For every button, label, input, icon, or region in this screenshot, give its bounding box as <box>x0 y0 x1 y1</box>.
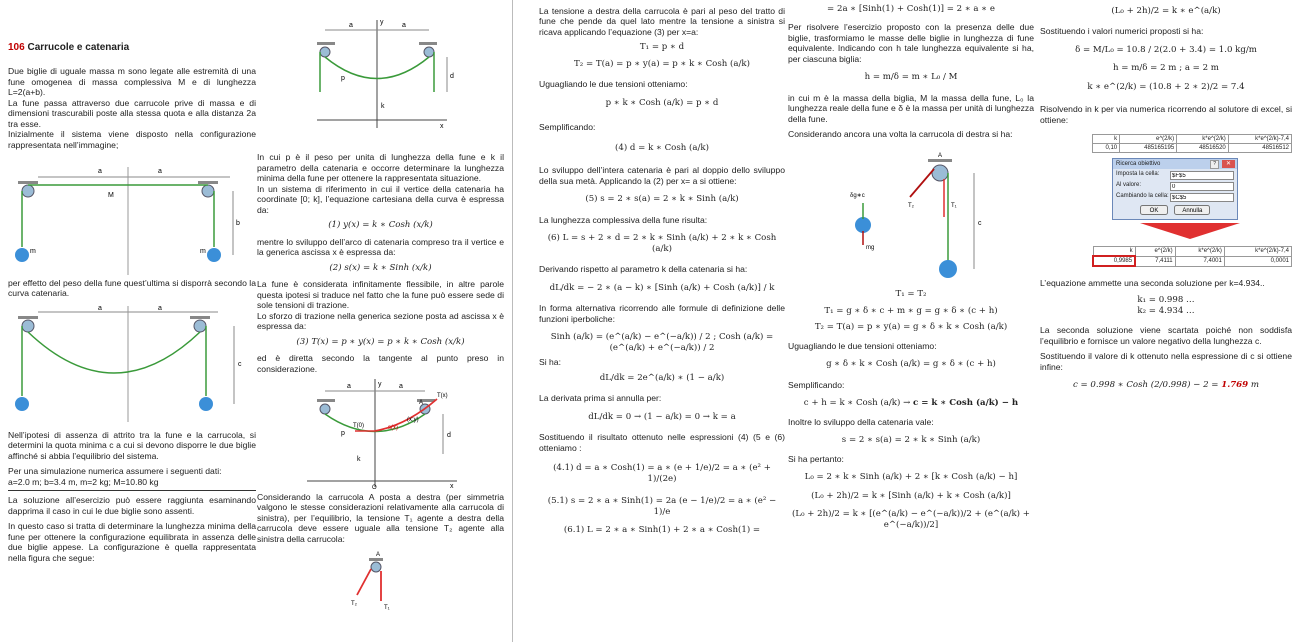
fig1-label-a2: a <box>158 168 162 176</box>
goal-seek-body <box>1113 169 1237 217</box>
fig4-label-d: d <box>447 432 451 440</box>
page-title <box>8 42 256 54</box>
solution-text-2: In questo caso si tratta di determinare la lunghezza minima della fune per ottenere la configurazione equilibrata in assenza delle due biglie appese. La configurazione è quella rappresentata nella figura che segue: <box>8 521 256 563</box>
catenary-development-text: Inoltre lo sviluppo della catenaria vale: <box>788 416 934 427</box>
zero-derivative-text: La derivata prima si annulla per: <box>539 393 662 404</box>
fig4-label-p: p <box>341 430 345 438</box>
eq-5-1: (5.1) s = 2 ∗ a ∗ Sinh(1) = 2a (e − 1/e)/2 = a ∗ (e² − 1)/e <box>547 496 777 517</box>
fig4-label-a2: a <box>399 383 403 391</box>
goal-seek-row-1 <box>1116 171 1234 180</box>
eq-4-1: (4.1) d = a ∗ Cosh(1) = a ∗ (e + 1/e)/2 = a ∗ (e² + 1)/(2e) <box>553 463 771 484</box>
page-separator <box>512 0 513 642</box>
excel-table-result <box>1092 246 1292 267</box>
to-value-label: Al valore: <box>1116 182 1142 189</box>
alternative-text: In forma alternativa ricorrendo alle formule di definizione delle funzioni iperboliche: <box>539 303 785 324</box>
excel-area <box>1040 130 1292 270</box>
eq-6-1-cont: = 2a ∗ [Sinh(1) + Cosh(1)] = 2 ∗ a ∗ e <box>827 4 995 14</box>
excel-cell-diff[interactable]: 48516512 <box>1228 144 1291 153</box>
arc-text: mentre lo sviluppo dell’arco di catenaria compreso tra il vertice e la generica ascissa x è espressa da: <box>257 236 504 258</box>
fig4-label-A: A <box>419 400 424 407</box>
figure-right-pulley <box>788 145 1034 283</box>
eq-L0: L₀ = 2 ∗ k ∗ Sinh (a/k) + 2 ∗ [k ∗ Cosh (a/k) − h] <box>804 472 1018 483</box>
fig4-label-O: O <box>372 485 377 490</box>
eq-k-solutions <box>1040 295 1292 317</box>
help-icon[interactable]: ? <box>1210 160 1219 169</box>
fig6-label-A: A <box>938 152 943 159</box>
fig2-label-a1: a <box>98 304 102 312</box>
column-4 <box>788 4 1034 536</box>
final-eq-body: c = 0.998 ∗ Cosh (2/0.998) − 2 = <box>1072 380 1222 391</box>
problem-title: Carrucole e catenaria <box>27 42 130 53</box>
eq-delta: δ = M/L₀ = 10.8 / 2(2.0 + 3.4) = 1.0 kg/m <box>1075 44 1257 55</box>
final-equation <box>1040 380 1292 390</box>
eq-c <box>788 398 1034 408</box>
equation-2: (2) s(x) = k ∗ Sinh (x/k) <box>329 262 432 273</box>
discard-text: La seconda soluzione viene scartata poiché non soddisfa l’equilibrio e fornisce un valore negativo della lunghezza c. <box>1040 325 1292 346</box>
intro-text-2: La fune passa attraverso due carrucole prive di massa e di dimensioni trascurabili poste alla stessa quota e alla distanza 2a tra esse. <box>8 97 256 129</box>
problem-number: 106 <box>8 42 25 53</box>
eq-T1-T2: T₁ = T₂ <box>895 289 927 300</box>
goal-seek-row-2 <box>1116 182 1234 191</box>
catenary-param-text: In cui p è il peso per unita di lunghezza della fune e k il parametro della catenaria e occorre determinare la lunghezza minima della fune per ottenere la rappresentata situazione. <box>257 152 504 184</box>
eq-T2: T₂ = T(a) = p ∗ y(a) = p ∗ k ∗ Cosh (a/k) <box>574 58 750 69</box>
eq-k1: k₁ = 0.998 … <box>1137 294 1195 305</box>
fig3-label-y: y <box>380 19 384 26</box>
excel-head-3: k*e^(2/k) <box>1177 135 1229 144</box>
fig6-label-mg: mg <box>866 244 875 251</box>
changing-cell-label: Cambiando la cella: <box>1116 193 1169 200</box>
fig1-label-b: b <box>236 220 240 228</box>
excel-table-initial <box>1092 134 1292 153</box>
column-1 <box>8 0 256 568</box>
figure-catenary-axes <box>257 0 504 150</box>
eq-k-equation: k ∗ e^(2/k) = (10.8 + 2 ∗ 2)/2 = 7.4 <box>1087 81 1245 92</box>
fig6-label-dgc: δg∗c <box>850 192 865 199</box>
close-icon[interactable]: ✕ <box>1222 160 1235 168</box>
set-cell-label: Imposta la cella: <box>1116 171 1160 178</box>
excel-head-2: e^(2/k) <box>1120 135 1177 144</box>
eq-T1-expanded: T₁ = g ∗ δ ∗ c + m ∗ g = g ∗ δ ∗ (c + h) <box>824 305 998 316</box>
derive-text: Derivando rispetto al parametro k della catenaria si ha: <box>539 264 748 275</box>
intro-text-3: Inizialmente il sistema viene disposto nella configurazione rappresentata nell’immagine; <box>8 129 256 150</box>
excel-cell-kexp[interactable]: 48516520 <box>1177 144 1229 153</box>
eq-derivative: dL/dk = − 2 ∗ (a − k) ∗ [Sinh (a/k) + Cosh (a/k)] / k <box>549 282 775 293</box>
tangent-text: ed è diretta secondo la tangente al punto preso in considerazione. <box>257 353 504 374</box>
fig1-label-m2: m <box>200 248 206 256</box>
eq-L0-half: (L₀ + 2h)/2 = k ∗ [Sinh (a/k) + k ∗ Cosh (a/k)] <box>811 490 1011 501</box>
eq-6-1: (6.1) L = 2 ∗ a ∗ Sinh(1) + 2 ∗ a ∗ Cosh(1) = <box>563 525 761 536</box>
changing-cell-input[interactable] <box>1170 193 1234 202</box>
equivalent-length-text: Per risolvere l’esercizio proposto con la presenza delle due biglie, trasformiamo le masse delle biglie in lunghezza di fune equivalente. Indicando con h tale lunghezza equivalente si ha, per ciascuna biglia: <box>788 22 1034 64</box>
final-unit: m <box>1248 380 1260 391</box>
section-divider <box>8 490 256 491</box>
eq-L0-result: (L₀ + 2h)/2 = k ∗ e^(a/k) <box>1111 6 1221 16</box>
fig1-label-a1: a <box>98 168 102 176</box>
fig3-label-d: d <box>450 73 454 80</box>
equate-text: Uguagliando le due tensioni otteniamo: <box>539 79 688 90</box>
eq-s: s = 2 ∗ s(a) = 2 ∗ k ∗ Sinh (a/k) <box>841 435 981 446</box>
cancel-button[interactable]: Annulla <box>1174 205 1210 215</box>
fig4-label-Tx: T(x) <box>437 393 448 400</box>
fig6-label-c: c <box>978 219 982 227</box>
eq-T1: T₁ = p ∗ d <box>639 42 685 53</box>
final-substitution-text: Sostituendo il valore di k ottenuto nella espressione di c si ottiene infine: <box>1040 351 1292 372</box>
eq-c-result: c = k ∗ Cosh (a/k) − h <box>913 398 1019 409</box>
eq-4: (4) d = k ∗ Cosh (a/k) <box>615 142 709 153</box>
excel2-head-2: e^(2/k) <box>1135 247 1175 257</box>
set-cell-input[interactable] <box>1170 171 1234 180</box>
fig4-label-T0: T(0) <box>353 423 364 430</box>
eq-k-equals-a: dL/dk = 0 → (1 − a/k) = 0 → k = a <box>588 411 736 422</box>
excel2-cell-diff[interactable]: 0,0001 <box>1224 256 1291 266</box>
fig5-label-T1: T₁ <box>384 605 390 612</box>
excel2-cell-exp[interactable]: 7,4111 <box>1135 256 1175 266</box>
fig4-label-x: x <box>450 483 454 490</box>
goal-seek-buttons <box>1116 205 1234 215</box>
down-arrow-icon <box>1140 223 1240 239</box>
fig4-label-xy: (x;y) <box>407 417 419 424</box>
figure-pulley-forces <box>257 549 504 611</box>
excel-head-1: k <box>1093 135 1120 144</box>
numeric-values-text: Sostituendo i valori numerici proposti si ha: <box>1040 26 1204 37</box>
fig2-label-c: c <box>238 360 242 368</box>
eq-T2-expanded: T₂ = T(a) = p ∗ y(a) = g ∗ δ ∗ k ∗ Cosh (a/k) <box>814 322 1008 333</box>
excel2-head-3: k*e^(2/k) <box>1175 247 1224 257</box>
eq-equated-2: g ∗ δ ∗ k ∗ Cosh (a/k) = g ∗ δ ∗ (c + h) <box>826 359 996 370</box>
to-value-input[interactable] <box>1170 182 1234 191</box>
equation-1: (1) y(x) = k ∗ Cosh (x/k) <box>328 220 433 231</box>
fig5-label-T2: T₂ <box>351 601 357 608</box>
eq-h-value: h = m/δ = 2 m ; a = 2 m <box>1113 63 1219 74</box>
goal-seek-title: Ricerca obiettivo <box>1116 161 1161 168</box>
fig3-label-a2: a <box>402 22 406 29</box>
mass-definition-text: in cui m è la massa della biglia, M la massa della fune, L₀ la lunghezza reale della fune e δ è la massa per unità di lunghezza della fune. <box>788 92 1034 124</box>
figure-initial-config <box>8 155 256 275</box>
fig4-label-k: k <box>357 456 361 464</box>
second-solution-text: L’equazione ammette una seconda soluzione per k=4.934.. <box>1040 278 1265 289</box>
fig3-label-x: x <box>440 123 444 130</box>
excel2-cell-k[interactable]: 0,9985 <box>1093 256 1135 266</box>
pulley-equilibrium-text: Considerando la carrucola A posta a destra (per simmetria valgono le stesse considerazioni relativamente alla carrucola di sinistra), per l’equilibrio, la tensione T₁ agente a destra della carrucola deve essere uguale alla tensione T₂ agente alla sinistra della carrucola: <box>257 491 504 544</box>
fig6-label-T2: T₂ <box>908 202 914 209</box>
column-2 <box>257 0 504 614</box>
eq-hyperbolic: Sinh (a/k) = (e^(a/k) − e^(−a/k)) / 2 ; Cosh (a/k) = (e^(a/k) + e^(−a/k)) / 2 <box>550 332 774 353</box>
simplify-text: Semplificando: <box>539 122 596 133</box>
total-length-text: La lunghezza complessiva della fune risulta: <box>539 214 708 225</box>
fig1-label-m1: m <box>30 248 36 256</box>
eq-equated: p ∗ k ∗ Cosh (a/k) = p ∗ d <box>605 97 719 108</box>
excel-head-4: k*e^(2/k)-7,4 <box>1228 135 1291 144</box>
substitute-text: Sostituendo il risultato ottenuto nelle espressioni (4) (5 e (6) otteniamo : <box>539 432 785 453</box>
excel2-head-1: k <box>1093 247 1135 257</box>
equate-text-2: Uguagliando le due tensioni otteniamo: <box>788 340 937 351</box>
figure-catenary-detail <box>257 379 504 489</box>
simplify-text-2: Semplificando: <box>788 379 845 390</box>
ok-button[interactable]: OK <box>1140 205 1169 215</box>
goal-seek-row-3 <box>1116 193 1234 202</box>
simulation-data: a=2.0 m; b=3.4 m, m=2 kg; M=10.80 kg <box>8 476 159 487</box>
eq-6: (6) L = s + 2 ∗ d = 2 ∗ k ∗ Sinh (a/k) + 2 ∗ k ∗ Cosh (a/k) <box>547 233 777 254</box>
final-value: 1.769 <box>1221 380 1249 391</box>
column-5 <box>1040 6 1292 397</box>
figure-catenary-config <box>8 304 256 422</box>
goal-seek-titlebar <box>1113 159 1237 169</box>
fig4-label-a1: a <box>347 383 351 391</box>
fig5-label-A: A <box>376 552 381 559</box>
equation-3: (3) T(x) = p ∗ y(x) = p ∗ k ∗ Cosh (x/k) <box>296 336 465 347</box>
therefore-text: Si ha pertanto: <box>788 453 844 464</box>
tension-text: La tensione a destra della carrucola è pari al peso del tratto di fune che pende da quel lato mentre la tensione a sinistra si ricava applicando l’equazione (3) per x=a: <box>539 6 785 37</box>
after-figure-text: per effetto del peso della fune quest’ultima si disporrà secondo la curva catenaria. <box>8 277 256 299</box>
excel-cell-k[interactable]: 0,10 <box>1093 144 1120 153</box>
traction-text: Lo sforzo di trazione nella generica sezione posta ad ascissa x è espressa da: <box>257 310 504 332</box>
fig3-label-a1: a <box>349 22 353 29</box>
eq-5: (5) s = 2 ∗ s(a) = 2 ∗ k ∗ Sinh (a/k) <box>585 194 739 205</box>
simulation-text: Per una simulazione numerica assumere i seguenti dati: <box>8 466 222 477</box>
reference-system-text: In un sistema di riferimento in cui il vertice della catenaria ha coordinate [0; k], l’equazione cartesiana della curva è espressa da: <box>257 183 504 215</box>
hypothesis-text: Nell’ipotesi di assenza di attrito tra la fune e la carrucola, si determini la quota minima c a cui si devono disporre le due biglie affinché si abbia l’equilibrio del sistema. <box>8 430 256 461</box>
fig3-label-p: p <box>341 75 345 82</box>
excel2-cell-kexp[interactable]: 7,4001 <box>1175 256 1224 266</box>
fig4-label-sx: s(x) <box>388 425 398 432</box>
eq-derivative-exp: dL/dk = 2e^(a/k) ∗ (1 − a/k) <box>599 372 725 383</box>
excel-cell-exp[interactable]: 485165195 <box>1120 144 1177 153</box>
right-pulley-text: Considerando ancora una volta la carrucola di destra si ha: <box>788 129 1013 140</box>
eq-L0-exp: (L₀ + 2h)/2 = k ∗ [(e^(a/k) − e^(−a/k))/2 + (e^(a/k) + e^(−a/k))/2] <box>792 509 1030 530</box>
fig3-label-k: k <box>381 103 385 110</box>
fig2-label-a2: a <box>158 304 162 312</box>
solver-text: Risolvendo in k per via numerica ricorrendo al solutore di excel, si ottiene: <box>1040 104 1292 125</box>
flexible-text: La fune è considerata infinitamente flessibile, in altre parole questa ipotesi si traduce nel fatto che la fune può essere sede di sole tensioni di trazione. <box>257 279 504 311</box>
excel2-head-4: k*e^(2/k)-7,4 <box>1224 247 1291 257</box>
fig1-label-M: M <box>108 192 114 200</box>
eq-c-part1: c + h = k ∗ Cosh (a/k) → <box>803 398 914 409</box>
fig6-label-T1: T₁ <box>951 202 957 209</box>
goal-seek-dialog <box>1112 158 1238 220</box>
development-text: Lo sviluppo dell’intera catenaria è pari al doppio dello sviluppo della sua metà. Applicando la (2) per x= a si ottiene: <box>539 165 785 186</box>
eq-h: h = m/δ = m ∗ L₀ / M <box>864 72 958 83</box>
column-3 <box>539 6 785 542</box>
eq-k2: k₂ = 4.934 … <box>1137 306 1195 317</box>
fig4-label-y: y <box>378 381 382 389</box>
si-ha-text: Si ha: <box>539 357 561 368</box>
intro-text-1: Due biglie di uguale massa m sono legate alle estremità di una fune omogenea di massa complessiva M e di lunghezza L=2(a+b). <box>8 66 256 98</box>
solution-text-1: La soluzione all’esercizio può essere raggiunta esaminando dapprima il caso in cui le due biglie sono assenti. <box>8 495 256 516</box>
